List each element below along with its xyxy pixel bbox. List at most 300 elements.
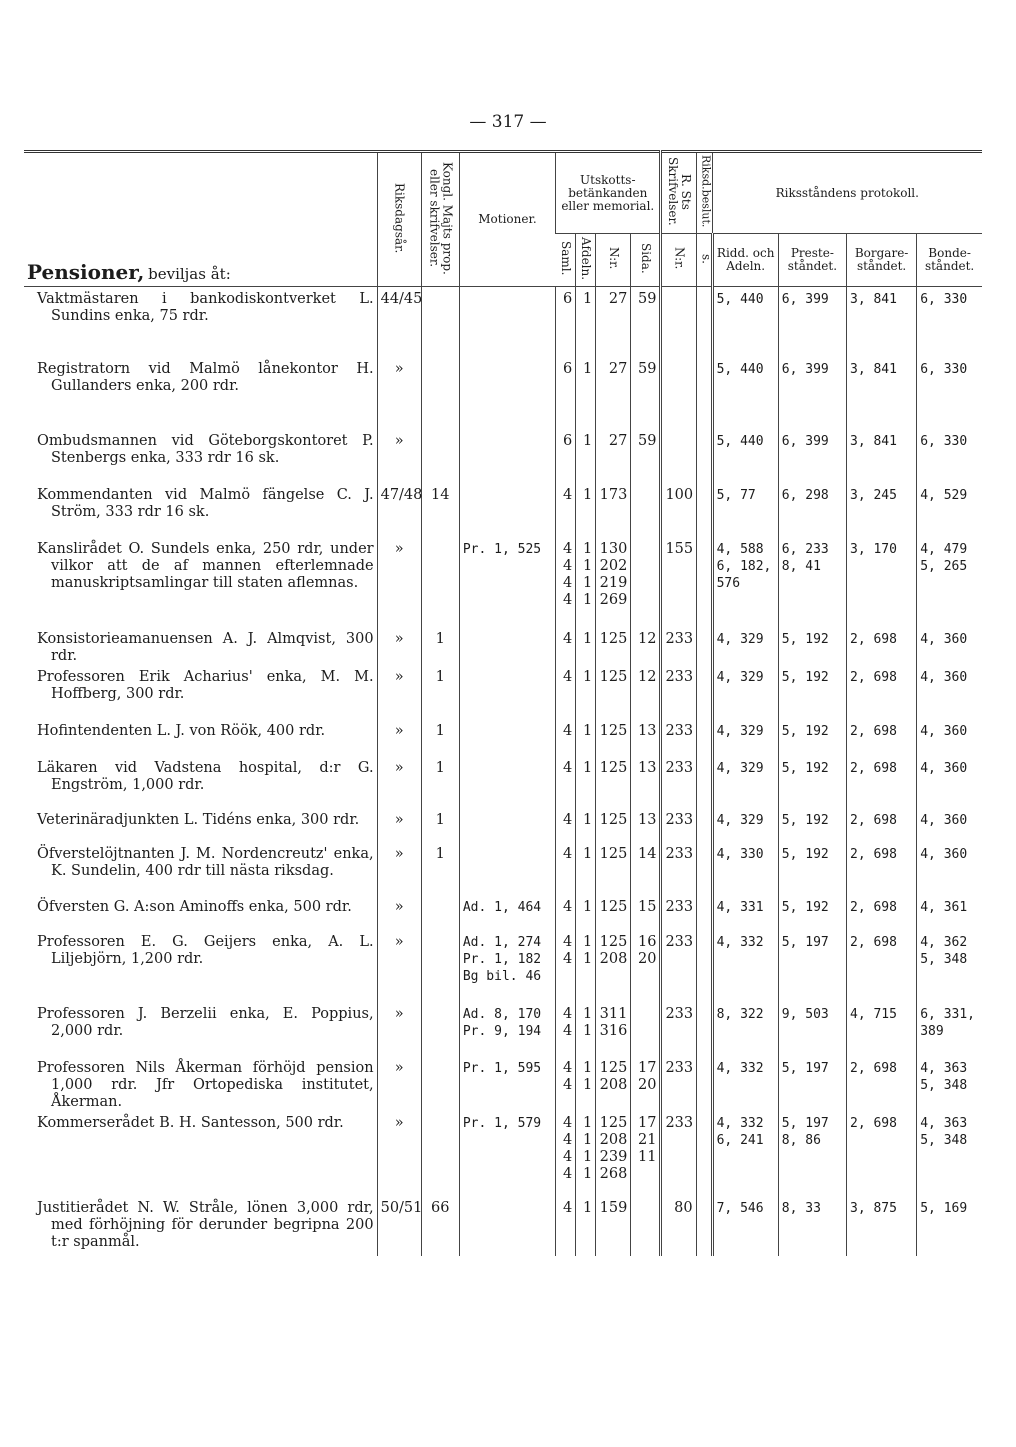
cell-line: 1: [583, 811, 593, 828]
cell-line: 1: [583, 360, 593, 377]
description-text: Kommendanten vid Malmö fängelse C. J. Ström, 333 rdr 16 sk.: [37, 486, 374, 520]
cell-line: 4: [562, 1005, 573, 1022]
betankande-nr: [596, 895, 631, 930]
preste-ref: [778, 537, 846, 627]
bonde-ref: [917, 357, 982, 429]
col-s: s.: [696, 234, 712, 287]
borgare-ref: [847, 287, 917, 357]
col-riksdagsar: Riksdagsår.: [377, 152, 421, 287]
cell-line: 27: [608, 360, 628, 377]
saml-value: [556, 1196, 576, 1256]
afdeln-value: [576, 842, 596, 895]
description-text: Ombudsmannen vid Göteborgskontoret P. Stenbergs enka, 333 rdr 16 sk.: [37, 432, 374, 466]
col-protokoll: Riksståndens protokoll.: [712, 152, 982, 234]
riksdagsar-value: »: [377, 895, 421, 930]
cell-line: 21: [637, 1131, 657, 1148]
kongl-prop-value: 14: [421, 483, 459, 537]
riksdagsar-value: 47/48: [377, 483, 421, 537]
ridd-adeln-ref: [712, 483, 778, 537]
sida-value: [631, 483, 661, 537]
afdeln-value: [576, 665, 596, 719]
pension-description: [24, 719, 377, 756]
table-row: [24, 1002, 982, 1056]
cell-line: 4, 329: [716, 669, 764, 685]
cell-line: 5, 440: [716, 433, 764, 449]
saml-value: [556, 537, 576, 627]
cell-line: 125: [599, 1059, 628, 1076]
table-row: [24, 808, 982, 842]
cell-line: 2, 698: [850, 723, 897, 739]
sida-value: [631, 808, 661, 842]
riksd-beslut-value: [696, 930, 712, 1002]
saml-value: [556, 756, 576, 808]
riksd-beslut-value: [696, 1111, 712, 1196]
skrifvelse-nr: 233: [661, 665, 696, 719]
cell-line: 4, 360: [920, 846, 968, 862]
cell-line: 6, 241: [716, 1132, 764, 1148]
ridd-adeln-ref: [712, 1056, 778, 1111]
riksd-beslut-value: [696, 895, 712, 930]
motion-references: [459, 483, 555, 537]
cell-line: 5, 77: [716, 487, 756, 503]
section-header: [24, 152, 377, 287]
table-row: [24, 1196, 982, 1256]
riksdagsar-value: »: [377, 930, 421, 1002]
riksd-beslut-value: [696, 842, 712, 895]
cell-line: 125: [599, 845, 628, 862]
cell-line: 4: [562, 1022, 573, 1039]
cell-line: 4: [562, 591, 573, 608]
sida-value: [631, 719, 661, 756]
skrifvelse-nr: [661, 287, 696, 357]
pension-description: [24, 665, 377, 719]
col-riksd-beslut: Riksd.beslut.: [696, 152, 712, 234]
skrifvelse-nr: [661, 429, 696, 483]
cell-line: 4, 332: [716, 934, 764, 950]
pension-description: [24, 1111, 377, 1196]
col-utskotts: Utskotts- betänkanden eller memorial.: [556, 152, 661, 234]
col-nr: N:r.: [596, 234, 631, 287]
kongl-prop-value: [421, 930, 459, 1002]
cell-line: 125: [599, 1114, 628, 1131]
cell-line: 8, 33: [781, 1200, 821, 1216]
cell-line: 3, 841: [850, 433, 897, 449]
cell-line: 208: [599, 1076, 628, 1093]
skrifvelse-nr: 233: [661, 1002, 696, 1056]
ridd-adeln-ref: [712, 808, 778, 842]
cell-line: 6, 233: [781, 541, 829, 557]
cell-line: 202: [599, 557, 628, 574]
cell-line: 4: [562, 811, 573, 828]
cell-line: 7, 546: [716, 1200, 764, 1216]
bonde-ref: [917, 287, 982, 357]
afdeln-value: [576, 287, 596, 357]
page-number: — 317 —: [469, 112, 547, 132]
motion-references: [459, 1196, 555, 1256]
description-text: Justitierådet N. W. Stråle, lönen 3,000 rdr, med förhöjning för derunder begripna 200 t:r spanmål.: [37, 1199, 374, 1250]
riksd-beslut-value: [696, 808, 712, 842]
kongl-prop-value: [421, 1056, 459, 1111]
cell-line: 6, 399: [781, 433, 829, 449]
saml-value: [556, 1002, 576, 1056]
preste-ref: [778, 287, 846, 357]
betankande-nr: [596, 537, 631, 627]
kongl-prop-value: [421, 429, 459, 483]
cell-line: 2, 698: [850, 1115, 897, 1131]
borgare-ref: [847, 808, 917, 842]
description-text: Vaktmästaren i bankodiskontverket L. Sundins enka, 75 rdr.: [37, 291, 374, 324]
cell-line: 4, 363: [920, 1115, 968, 1131]
ridd-adeln-ref: [712, 1196, 778, 1256]
description-text: Konsistorieamanuensen A. J. Almqvist, 300 rdr.: [37, 630, 374, 664]
motion-references: [459, 1111, 555, 1196]
cell-line: 6, 399: [781, 292, 829, 307]
description-text: Professoren J. Berzelii enka, E. Poppius, 2,000 rdr.: [37, 1005, 374, 1039]
borgare-ref: [847, 1111, 917, 1196]
cell-line: 13: [637, 811, 657, 828]
riksd-beslut-value: [696, 627, 712, 665]
riksd-beslut-value: [696, 1196, 712, 1256]
preste-ref: [778, 357, 846, 429]
motion-references: [459, 357, 555, 429]
sida-value: [631, 895, 661, 930]
riksd-beslut-value: [696, 429, 712, 483]
riksd-beslut-value: [696, 1056, 712, 1111]
borgare-ref: [847, 842, 917, 895]
cell-line: 4, 588: [716, 541, 764, 557]
cell-line: 4: [562, 1199, 573, 1216]
cell-line: 1: [583, 1114, 593, 1131]
reference-line: Ad. 1, 464: [462, 899, 542, 915]
sida-value: [631, 287, 661, 357]
cell-line: 125: [599, 811, 628, 828]
cell-line: 125: [599, 668, 628, 685]
table-row: [24, 665, 982, 719]
pension-description: [24, 1196, 377, 1256]
ridd-adeln-ref: [712, 537, 778, 627]
cell-line: 1: [583, 1022, 593, 1039]
cell-line: 5, 197: [781, 934, 829, 950]
section-subtitle: beviljas åt:: [148, 265, 231, 283]
cell-line: 6: [562, 360, 573, 377]
cell-line: 1: [583, 759, 593, 776]
riksd-beslut-value: [696, 719, 712, 756]
preste-ref: [778, 665, 846, 719]
cell-line: 3, 170: [850, 541, 897, 557]
cell-line: 173: [599, 486, 628, 503]
cell-line: 8, 41: [781, 558, 821, 574]
pension-description: [24, 1002, 377, 1056]
bonde-ref: [917, 537, 982, 627]
cell-line: 4, 361: [920, 899, 968, 915]
sida-value: [631, 756, 661, 808]
cell-line: 4: [562, 1131, 573, 1148]
cell-line: 4: [562, 540, 573, 557]
cell-line: 311: [599, 1005, 628, 1022]
cell-line: 5, 440: [716, 361, 764, 377]
afdeln-value: [576, 1002, 596, 1056]
cell-line: 5, 169: [920, 1200, 968, 1216]
cell-line: 2, 698: [850, 934, 897, 950]
cell-line: 1: [583, 630, 593, 647]
preste-ref: [778, 895, 846, 930]
kongl-prop-value: 1: [421, 756, 459, 808]
borgare-ref: [847, 930, 917, 1002]
bonde-ref: [917, 808, 982, 842]
saml-value: [556, 719, 576, 756]
description-text: Läkaren vid Vadstena hospital, d:r G. Engström, 1,000 rdr.: [37, 759, 374, 793]
sida-value: [631, 1002, 661, 1056]
cell-line: 4: [562, 845, 573, 862]
section-title: Pensioner,: [27, 260, 145, 284]
betankande-nr: [596, 756, 631, 808]
cell-line: 5, 192: [781, 846, 829, 862]
table-row: [24, 895, 982, 930]
cell-line: 4, 332: [716, 1115, 764, 1131]
cell-line: 316: [599, 1022, 628, 1039]
cell-line: 5, 192: [781, 760, 829, 776]
afdeln-value: [576, 895, 596, 930]
cell-line: 27: [608, 432, 628, 449]
cell-line: 2, 698: [850, 812, 897, 828]
borgare-ref: [847, 537, 917, 627]
cell-line: 8, 322: [716, 1006, 764, 1022]
motion-references: [459, 429, 555, 483]
cell-line: 1: [583, 1148, 593, 1165]
kongl-prop-value: 1: [421, 627, 459, 665]
cell-line: 4, 330: [716, 846, 764, 862]
cell-line: 2, 698: [850, 760, 897, 776]
description-text: Öfverstelöjtnanten J. M. Nordencreutz' enka, K. Sundelin, 400 rdr till nästa riksdag.: [37, 845, 374, 879]
cell-line: 5, 348: [920, 951, 968, 967]
afdeln-value: [576, 930, 596, 1002]
cell-line: 4, 529: [920, 487, 968, 503]
betankande-nr: [596, 483, 631, 537]
cell-line: 4, 329: [716, 812, 764, 828]
ridd-adeln-ref: [712, 930, 778, 1002]
preste-ref: [778, 1056, 846, 1111]
cell-line: 1: [583, 540, 593, 557]
cell-line: 4: [562, 574, 573, 591]
col-saml: Saml.: [556, 234, 576, 287]
cell-line: 4: [562, 668, 573, 685]
ridd-adeln-ref: [712, 357, 778, 429]
cell-line: 5, 440: [716, 292, 764, 307]
cell-line: 15: [637, 898, 657, 915]
col-nr2: N:r.: [661, 234, 696, 287]
cell-line: 1: [583, 845, 593, 862]
afdeln-value: [576, 627, 596, 665]
cell-line: 1: [583, 1199, 593, 1216]
cell-line: 3, 841: [850, 361, 897, 377]
kongl-prop-value: [421, 537, 459, 627]
pension-description: [24, 537, 377, 627]
description-text: Professoren Nils Åkerman förhöjd pension 1,000 rdr. Jfr Ortopediska institutet, Åkerman.: [37, 1059, 374, 1110]
borgare-ref: [847, 483, 917, 537]
motion-references: [459, 1002, 555, 1056]
bonde-ref: [917, 483, 982, 537]
cell-line: 5, 348: [920, 1077, 968, 1093]
pension-description: [24, 483, 377, 537]
description-text: Registratorn vid Malmö lånekontor H. Gullanders enka, 200 rdr.: [37, 360, 374, 394]
cell-line: 3, 841: [850, 292, 897, 307]
saml-value: [556, 357, 576, 429]
kongl-prop-value: 1: [421, 719, 459, 756]
cell-line: 1: [583, 291, 593, 307]
cell-line: 130: [599, 540, 628, 557]
preste-ref: [778, 429, 846, 483]
sida-value: [631, 1196, 661, 1256]
skrifvelse-nr: 233: [661, 930, 696, 1002]
cell-line: 6, 330: [920, 361, 968, 377]
cell-line: 4: [562, 722, 573, 739]
bonde-ref: [917, 895, 982, 930]
kongl-prop-value: 66: [421, 1196, 459, 1256]
afdeln-value: [576, 429, 596, 483]
pension-description: [24, 842, 377, 895]
bonde-ref: [917, 930, 982, 1002]
bonde-ref: [917, 842, 982, 895]
cell-line: 6, 182,: [716, 558, 772, 574]
cell-line: 4: [562, 1076, 573, 1093]
cell-line: 4: [562, 1114, 573, 1131]
sida-value: [631, 1056, 661, 1111]
ridd-adeln-ref: [712, 1111, 778, 1196]
riksdagsar-value: »: [377, 719, 421, 756]
betankande-nr: [596, 627, 631, 665]
ridd-adeln-ref: [712, 756, 778, 808]
riksdagsar-value: »: [377, 537, 421, 627]
cell-line: 4, 715: [850, 1006, 897, 1022]
reference-line: Ad. 1, 274: [462, 934, 542, 950]
cell-line: 125: [599, 933, 628, 950]
ridd-adeln-ref: [712, 1002, 778, 1056]
riksdagsar-value: »: [377, 665, 421, 719]
borgare-ref: [847, 1056, 917, 1111]
borgare-ref: [847, 665, 917, 719]
cell-line: 4, 362: [920, 934, 968, 950]
cell-line: 4: [562, 1059, 573, 1076]
cell-line: 5, 197: [781, 1060, 829, 1076]
preste-ref: [778, 1196, 846, 1256]
description-text: Professoren E. G. Geijers enka, A. L. Liljebjörn, 1,200 rdr.: [37, 933, 374, 967]
table-row: [24, 930, 982, 1002]
cell-line: 4: [562, 557, 573, 574]
riksdagsar-value: »: [377, 756, 421, 808]
skrifvelse-nr: 80: [661, 1196, 696, 1256]
sida-value: [631, 665, 661, 719]
bonde-ref: [917, 1002, 982, 1056]
saml-value: [556, 627, 576, 665]
cell-line: 1: [583, 933, 593, 950]
cell-line: 159: [599, 1199, 628, 1216]
description-text: Kommerserådet B. H. Santesson, 500 rdr.: [37, 1114, 344, 1131]
riksdagsar-value: 44/45: [377, 287, 421, 357]
sida-value: [631, 357, 661, 429]
kongl-prop-value: [421, 357, 459, 429]
pension-ledger-table: [24, 150, 982, 1256]
betankande-nr: [596, 287, 631, 357]
preste-ref: [778, 930, 846, 1002]
col-afdeln: Afdeln.: [576, 234, 596, 287]
ridd-adeln-ref: [712, 665, 778, 719]
kongl-prop-value: [421, 1002, 459, 1056]
description-text: Hofintendenten L. J. von Röök, 400 rdr.: [37, 722, 326, 739]
betankande-nr: [596, 357, 631, 429]
riksd-beslut-value: [696, 357, 712, 429]
saml-value: [556, 895, 576, 930]
sida-value: [631, 537, 661, 627]
sida-value: [631, 842, 661, 895]
riksd-beslut-value: [696, 483, 712, 537]
table-row: [24, 1056, 982, 1111]
cell-line: 1: [583, 898, 593, 915]
riksd-beslut-value: [696, 665, 712, 719]
afdeln-value: [576, 1111, 596, 1196]
reference-line: Ad. 8, 170: [462, 1006, 542, 1022]
cell-line: 17: [637, 1059, 657, 1076]
pension-description: [24, 357, 377, 429]
cell-line: 6: [562, 432, 573, 449]
riksdagsar-value: »: [377, 429, 421, 483]
cell-line: 4, 329: [716, 723, 764, 739]
cell-line: 12: [637, 630, 657, 647]
cell-line: 13: [637, 759, 657, 776]
cell-line: 3, 875: [850, 1200, 897, 1216]
riksdagsar-value: »: [377, 1056, 421, 1111]
borgare-ref: [847, 1196, 917, 1256]
sida-value: [631, 627, 661, 665]
cell-line: 4, 479: [920, 541, 968, 557]
table-row: [24, 287, 982, 357]
cell-line: 208: [599, 950, 628, 967]
sida-value: [631, 1111, 661, 1196]
cell-line: 17: [637, 1114, 657, 1131]
bonde-ref: [917, 1196, 982, 1256]
cell-line: 4: [562, 630, 573, 647]
cell-line: 4: [562, 1148, 573, 1165]
cell-line: 3, 245: [850, 487, 897, 503]
saml-value: [556, 808, 576, 842]
riksdagsar-value: »: [377, 357, 421, 429]
table-row: [24, 756, 982, 808]
cell-line: 2, 698: [850, 846, 897, 862]
borgare-ref: [847, 756, 917, 808]
afdeln-value: [576, 1056, 596, 1111]
motion-references: [459, 627, 555, 665]
cell-line: 4: [562, 898, 573, 915]
reference-line: Pr. 9, 194: [462, 1023, 542, 1039]
borgare-ref: [847, 895, 917, 930]
skrifvelse-nr: 233: [661, 627, 696, 665]
sida-value: [631, 930, 661, 1002]
skrifvelse-nr: 233: [661, 1111, 696, 1196]
motion-references: [459, 808, 555, 842]
cell-line: 5, 192: [781, 669, 829, 685]
cell-line: 6, 298: [781, 487, 829, 503]
cell-line: 208: [599, 1131, 628, 1148]
motion-references: [459, 719, 555, 756]
cell-line: 16: [637, 933, 657, 950]
preste-ref: [778, 627, 846, 665]
cell-line: 125: [599, 630, 628, 647]
pension-description: [24, 895, 377, 930]
saml-value: [556, 1111, 576, 1196]
cell-line: 125: [599, 722, 628, 739]
cell-line: 4, 360: [920, 812, 968, 828]
reference-line: Bg bil. 46: [462, 968, 542, 984]
cell-line: 4, 360: [920, 669, 968, 685]
